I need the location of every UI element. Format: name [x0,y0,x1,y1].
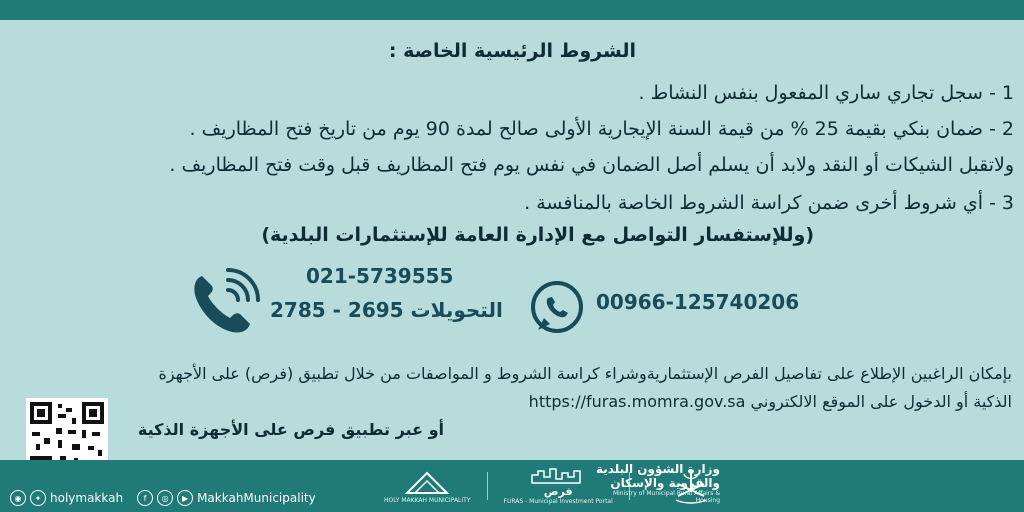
whatsapp-number[interactable]: 00966-125740206 [596,290,800,314]
social-handle-secondary[interactable]: MakkahMunicipality [197,491,316,505]
ministry-name-en: Ministry of Municipal Rural Affairs & Housing [612,490,720,504]
inquiry-heading: (وللإستفسار التواصل مع الإدارة العامة للإستثمارات البلدية) [261,224,814,246]
snapchat-icon[interactable]: ◉ [10,490,26,506]
condition-line-4: 3 - أي شروط أخرى ضمن كراسة الشروط الخاصة بالمنافسة . [524,192,1014,214]
city-skyline-icon [530,467,586,485]
top-bar [0,0,1024,20]
furas-caption: FURAS - Municipal Investment Portal [503,498,613,505]
twitter-icon[interactable]: ✦ [30,490,46,506]
info-note-line-1: بإمكان الراغبين الإطلاع على تفاصيل الفرص الإستثماريةوشراء كراسة الشروط و المواصفات من خلال تطبيق (فرص) على الأجهزة [158,364,1012,383]
saudi-emblem-icon [670,466,712,506]
info-note-line-2[interactable]: الذكية أو الدخول على الموقع الالكتروني https://furas.momra.gov.sa [528,392,1012,411]
furas-wordmark: فرص [543,485,573,498]
phone-extensions: التحويلات 2695 - 2785 [270,298,503,322]
condition-line-3: ولاتقبل الشيكات أو النقد ولابد أن يسلم أصل الضمان في نفس يوم فتح المظاريف قبل وقت فتح المظاريف . [169,154,1014,176]
conditions-title: الشروط الرئيسية الخاصة : [388,40,636,62]
condition-line-2: 2 - ضمان بنكي بقيمة 25 % من قيمة السنة الإيجارية الأولى صالح لمدة 90 يوم من تاريخ فتح المظاريف . [189,118,1014,140]
ministry-name-line-1: وزارة الشؤون البلدية [595,462,720,476]
facebook-icon[interactable]: f [137,490,153,506]
instagram-icon[interactable]: ◎ [157,490,173,506]
info-note-line-3: أو عبر تطبيق فرص على الأجهزة الذكية [137,420,444,439]
logo-divider [487,472,488,500]
youtube-icon[interactable]: ▶ [177,490,193,506]
social-handle-primary[interactable]: holymakkah [50,491,124,505]
whatsapp-icon [526,278,588,340]
phone-number[interactable]: 021-5739555 [306,264,454,288]
ministry-name-line-2: والقروية والإسكان [610,476,720,490]
amana-emblem-icon [403,469,451,497]
social-links [10,490,316,506]
amana-caption: HOLY MAKKAH MUNICIPALITY [384,496,471,504]
amana-logo [384,469,471,504]
condition-line-1: 1 - سجل تجاري ساري المفعول بنفس النشاط . [638,82,1014,104]
phone-icon [188,268,260,338]
